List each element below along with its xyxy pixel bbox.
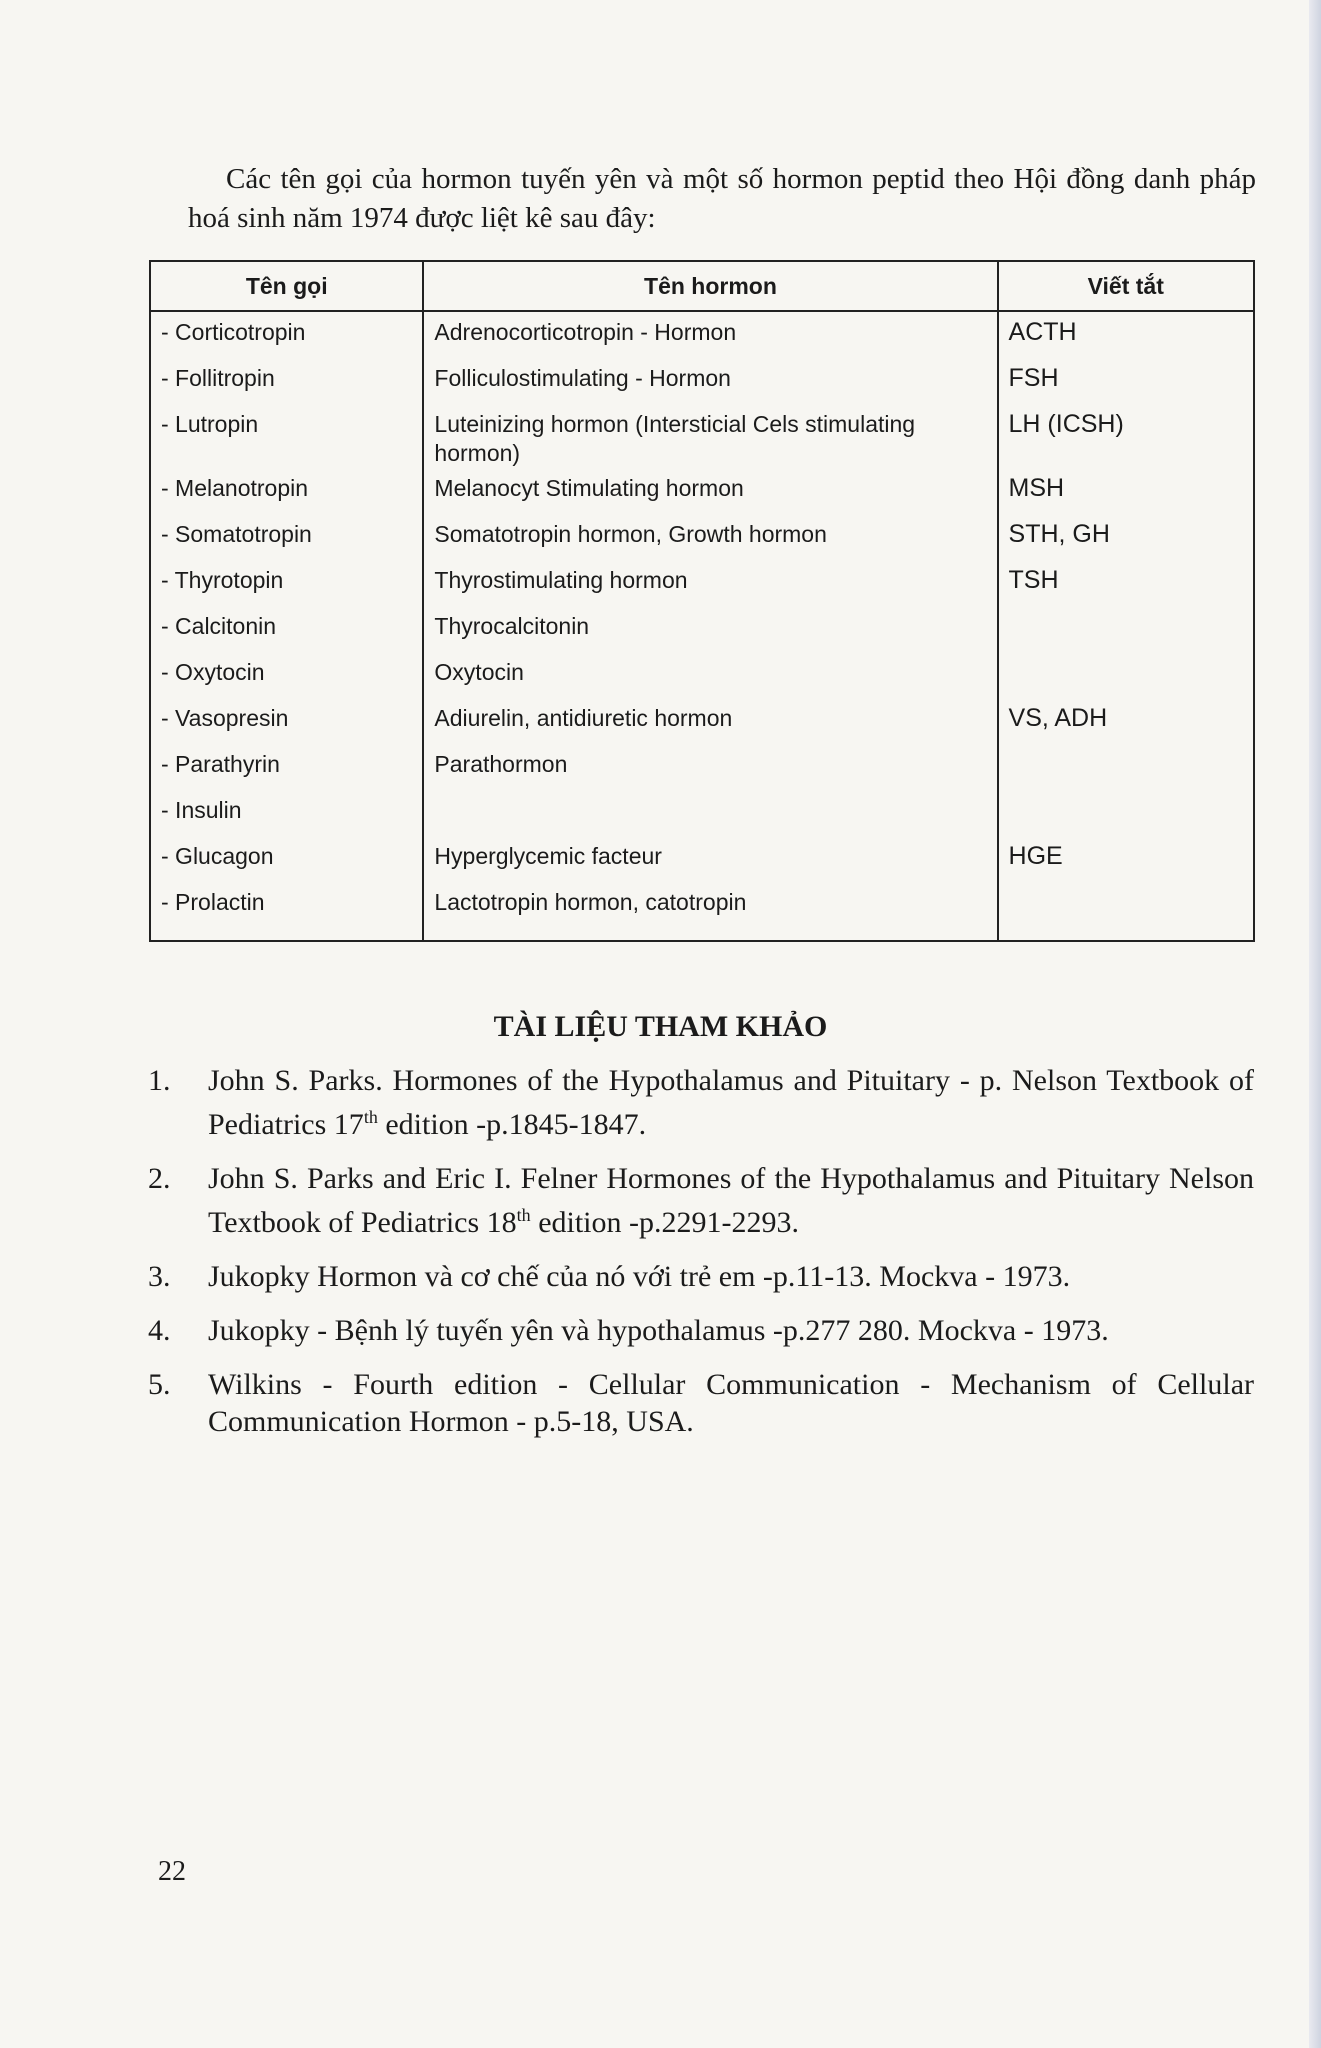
table-row: [150, 652, 1254, 698]
cell-hormone: Hyperglycemic facteur: [423, 836, 997, 882]
reference-number: 1.: [148, 1064, 171, 1097]
header-ten-hormon: Tên hormon: [423, 261, 997, 311]
table-header-row: [150, 261, 1254, 311]
table-row: [150, 790, 1254, 836]
header-ten-goi: Tên gọi: [150, 261, 423, 311]
cell-hormone: Adrenocorticotropin - Hormon: [423, 311, 997, 358]
cell-name: - Insulin: [150, 790, 423, 836]
cell-name: - Vasopresin: [150, 698, 423, 744]
table-row: [150, 744, 1254, 790]
reference-item: [148, 1062, 1254, 1143]
reference-superscript: th: [363, 1107, 378, 1127]
table-row: [150, 836, 1254, 882]
cell-abbr: [998, 882, 1254, 941]
cell-abbr: HGE: [998, 836, 1254, 882]
cell-hormone: Melanocyt Stimulating hormon: [423, 468, 997, 514]
cell-hormone: [423, 790, 997, 836]
reference-number: 5.: [148, 1368, 171, 1401]
cell-name: - Oxytocin: [150, 652, 423, 698]
cell-name: - Prolactin: [150, 882, 423, 941]
reference-text: John S. Parks and Eric I. Felner Hormones of the Hypothalamus and Pituitary Nelson Textbook of Pediatrics 18: [208, 1162, 1254, 1239]
reference-number: 3.: [148, 1260, 171, 1293]
reference-text: Wilkins - Fourth edition - Cellular Communication - Mechanism of Cellular Communication Hormon - p.5-18, USA.: [208, 1368, 1254, 1438]
table-row: [150, 882, 1254, 941]
reference-number: 2.: [148, 1162, 171, 1195]
cell-name: - Melanotropin: [150, 468, 423, 514]
cell-abbr: MSH: [998, 468, 1254, 514]
table-body: [150, 311, 1254, 941]
cell-hormone: Somatotropin hormon, Growth hormon: [423, 514, 997, 560]
cell-hormone: Lactotropin hormon, catotropin: [423, 882, 997, 941]
cell-abbr: TSH: [998, 560, 1254, 606]
cell-hormone: Thyrocalcitonin: [423, 606, 997, 652]
table-row: [150, 358, 1254, 404]
cell-abbr: STH, GH: [998, 514, 1254, 560]
cell-hormone: Adiurelin, antidiuretic hormon: [423, 698, 997, 744]
table-row: [150, 514, 1254, 560]
cell-name: - Thyrotopin: [150, 560, 423, 606]
intro-paragraph: Các tên gọi của hormon tuyến yên và một số hormon peptid theo Hội đồng danh pháp hoá sinh năm 1974 được liệt kê sau đây:: [188, 163, 1256, 234]
references-title: TÀI LIỆU THAM KHẢO: [493, 1010, 828, 1043]
reference-item: [148, 1160, 1254, 1241]
cell-abbr: [998, 790, 1254, 836]
reference-text: Jukopky Hormon và cơ chế của nó với trẻ em -p.11-13. Mockva - 1973.: [208, 1260, 1071, 1293]
table-row: [150, 560, 1254, 606]
reference-text-tail: edition -p.2291-2293.: [530, 1206, 799, 1239]
cell-name: - Parathyrin: [150, 744, 423, 790]
cell-hormone: Luteinizing hormon (Intersticial Cels stimulating hormon): [423, 404, 997, 468]
cell-abbr: [998, 652, 1254, 698]
table-row: [150, 404, 1254, 468]
cell-abbr: [998, 606, 1254, 652]
cell-name: - Somatotropin: [150, 514, 423, 560]
cell-hormone: Folliculostimulating - Hormon: [423, 358, 997, 404]
table-row: [150, 468, 1254, 514]
table-row: [150, 311, 1254, 358]
cell-name: - Corticotropin: [150, 311, 423, 358]
cell-hormone: Oxytocin: [423, 652, 997, 698]
cell-abbr: LH (ICSH): [998, 404, 1254, 468]
reference-superscript: th: [516, 1205, 531, 1225]
header-viet-tat: Viết tắt: [998, 261, 1254, 311]
cell-name: - Follitropin: [150, 358, 423, 404]
reference-item: [148, 1258, 1254, 1295]
cell-hormone: Thyrostimulating hormon: [423, 560, 997, 606]
cell-abbr: ACTH: [998, 311, 1254, 358]
reference-text: Jukopky - Bệnh lý tuyến yên và hypothalamus -p.277 280. Mockva - 1973.: [208, 1314, 1109, 1347]
reference-item: [148, 1312, 1254, 1349]
hormone-names-table: [149, 260, 1255, 942]
cell-abbr: FSH: [998, 358, 1254, 404]
references-list: [148, 1062, 1254, 1457]
table-row: [150, 698, 1254, 744]
cell-name: - Glucagon: [150, 836, 423, 882]
cell-name: - Lutropin: [150, 404, 423, 468]
reference-item: [148, 1366, 1254, 1440]
cell-abbr: [998, 744, 1254, 790]
reference-text: John S. Parks. Hormones of the Hypothalamus and Pituitary - p. Nelson Textbook of Pediatrics 17: [208, 1064, 1254, 1141]
cell-hormone: Parathormon: [423, 744, 997, 790]
reference-number: 4.: [148, 1314, 171, 1347]
reference-text-tail: edition -p.1845-1847.: [377, 1108, 647, 1141]
cell-abbr: VS, ADH: [998, 698, 1254, 744]
cell-name: - Calcitonin: [150, 606, 423, 652]
table-row: [150, 606, 1254, 652]
page-number: 22: [158, 1856, 186, 1887]
